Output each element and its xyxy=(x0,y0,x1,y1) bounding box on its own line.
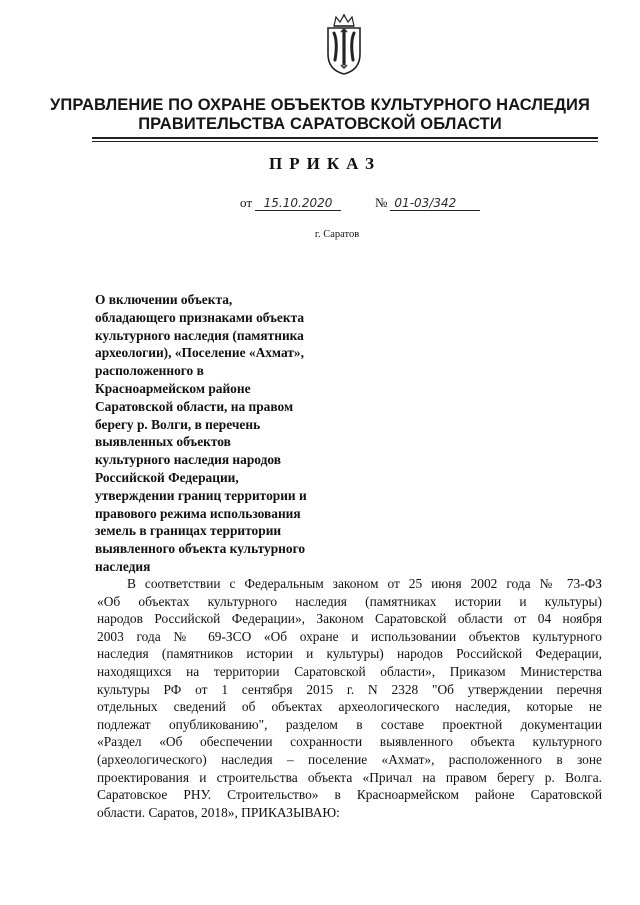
body-line: 2003 года № 69-ЗСО «Об охране и использовании объектов культурного xyxy=(97,628,602,644)
saratov-coat-of-arms-icon xyxy=(322,14,366,76)
subject-line: Красноармейском районе xyxy=(95,380,251,396)
organization-line-1: УПРАВЛЕНИЕ ПО ОХРАНЕ ОБЪЕКТОВ КУЛЬТУРНОГО НАСЛЕДИЯ xyxy=(50,96,590,114)
order-subject xyxy=(95,291,355,576)
date-label: от xyxy=(240,195,253,210)
subject-line: наследия xyxy=(95,558,151,574)
body-line: народов Российской Федерации», Законом Саратовской области от 04 ноября xyxy=(97,611,602,627)
body-line: проектирования и строительства объекта «Причал на правом берегу р. Волга. xyxy=(97,769,602,785)
body-line: культуры РФ от 1 сентября 2015 г. N 2328 "Об утверждении перечня xyxy=(97,681,602,697)
body-line: В соответствии с Федеральным законом от 25 июня 2002 года № 73-ФЗ xyxy=(127,576,602,591)
header-rule-thick xyxy=(92,137,598,139)
subject-line: правового режима использования xyxy=(95,505,301,521)
subject-line: археологии), «Поселение «Ахмат», xyxy=(95,345,304,361)
body-line: «Раздел «Об обеспечении сохранности выявленного объекта культурного xyxy=(97,734,602,750)
subject-line: О включении объекта, xyxy=(95,292,233,307)
order-body xyxy=(97,575,602,821)
subject-line: Российской Федерации, xyxy=(95,469,239,485)
subject-line: земель в границах территории xyxy=(95,523,282,539)
subject-line: выявленного объекта культурного xyxy=(95,541,306,557)
body-line: Саратовское РНУ. Строительство» в Красноармейском районе Саратовской xyxy=(97,787,602,803)
city: г. Саратов xyxy=(314,229,360,240)
subject-line: выявленных объектов xyxy=(95,434,231,450)
organization-line-2: ПРАВИТЕЛЬСТВА САРАТОВСКОЙ ОБЛАСТИ xyxy=(138,115,502,133)
body-line: находящихся на территории Саратовской области», Приказом Министерства xyxy=(97,663,602,679)
number-label: № xyxy=(375,195,388,210)
header-rule-thin xyxy=(92,141,598,142)
body-line: подлежат опубликованию", разделом в составе проектной документации xyxy=(97,716,602,732)
body-line: отдельных сведений об объектах археологического наследия, которые не xyxy=(97,699,602,715)
number-value: 01-03/342 xyxy=(390,196,480,211)
body-line: (археологического) наследия – поселение «Ахмат», расположенного в зоне xyxy=(97,751,602,767)
subject-line: берегу р. Волги, в перечень xyxy=(95,416,261,432)
document-title: ПРИКАЗ xyxy=(269,154,381,173)
subject-line: утверждении границ территории и xyxy=(95,487,307,503)
body-line: наследия (памятников истории и культуры) народов Российской Федерации, xyxy=(97,646,602,662)
body-line: «Об объектах культурного наследия (памятниках истории и культуры) xyxy=(97,593,602,609)
body-line: области. Саратов, 2018», ПРИКАЗЫВАЮ: xyxy=(97,804,340,820)
date-value: 15.10.2020 xyxy=(255,196,341,211)
organization-name xyxy=(0,96,640,134)
subject-line: расположенного в xyxy=(95,363,204,379)
subject-line: обладающего признаками объекта xyxy=(95,309,305,325)
subject-line: культурного наследия (памятника xyxy=(95,327,304,343)
order-date-number-line xyxy=(240,195,480,211)
subject-line: Саратовской области, на правом xyxy=(95,398,294,414)
subject-line: культурного наследия народов xyxy=(95,452,281,468)
